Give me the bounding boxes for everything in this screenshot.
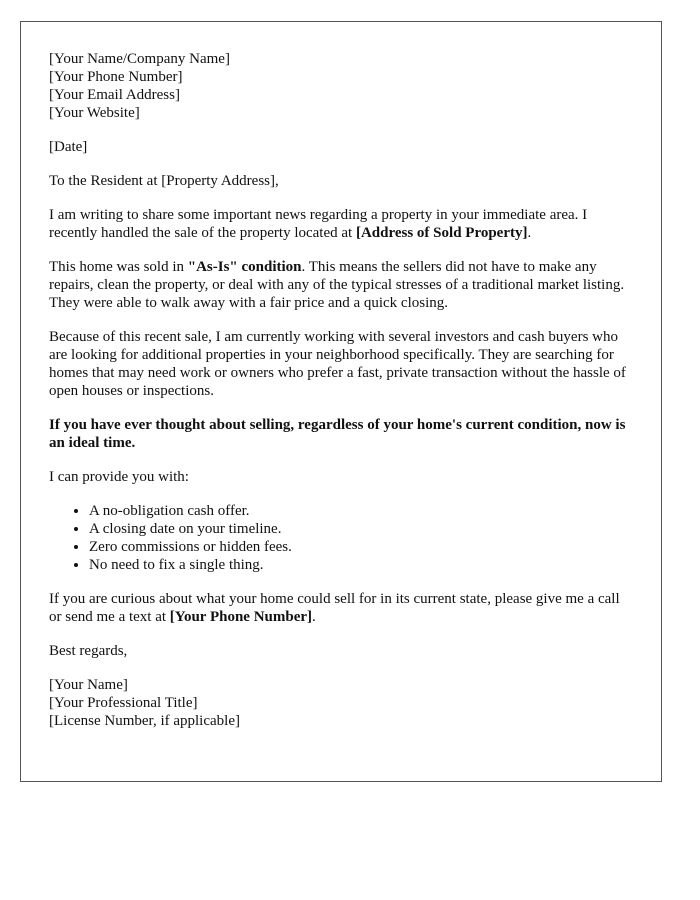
signature-license: [License Number, if applicable] <box>49 713 240 729</box>
closing: Best regards, <box>49 643 128 659</box>
paragraph-provide: I can provide you with: <box>49 469 189 485</box>
paragraph-call-to-action <box>49 416 633 452</box>
paragraph-contact <box>49 590 633 626</box>
paragraph-intro-text: I am writing to share some important news regarding a property in your immediate area. I recently handled the sale of the property located at <box>49 207 588 241</box>
sender-block <box>49 50 633 122</box>
paragraph-buyers: Because of this recent sale, I am currently working with several investors and cash buyers who are looking for additional properties in your neighborhood specifically. They are searching for homes that may need work or owners who prefer a fast, private transaction without the hassle of open houses or inspections. <box>49 329 626 399</box>
benefits-list <box>49 502 633 574</box>
sender-email: [Your Email Address] <box>49 87 180 103</box>
contact-phone-number: [Your Phone Number] <box>169 609 313 625</box>
call-to-action-text: If you have ever thought about selling, regardless of your home's current condition, now is an ideal time. <box>49 417 626 451</box>
letter-date: [Date] <box>49 139 88 155</box>
paragraph-as-is-before: This home was sold in <box>49 259 188 275</box>
paragraph-intro-end: . <box>527 225 532 241</box>
as-is-condition: "As-Is" condition <box>187 259 302 275</box>
signature-title: [Your Professional Title] <box>49 695 198 711</box>
paragraph-contact-text: If you are curious about what your home could sell for in its current state, please give me a call or send me a text at <box>49 591 620 625</box>
letter-page <box>20 21 662 782</box>
list-item: • No need to fix a single thing. <box>89 556 633 574</box>
list-item: • Zero commissions or hidden fees. <box>89 538 633 556</box>
sender-name-company: [Your Name/Company Name] <box>49 51 230 67</box>
sender-website: [Your Website] <box>49 105 140 121</box>
salutation: To the Resident at [Property Address], <box>49 173 279 189</box>
signature-name: [Your Name] <box>49 677 128 693</box>
paragraph-as-is-after: . This means the sellers did not have to make any repairs, clean the property, or deal with any of the typical stresses of a traditional market listing. They were able to walk away with a fair price and a quick closing. <box>49 259 625 311</box>
paragraph-contact-end: . <box>312 609 316 625</box>
list-item: • A closing date on your timeline. <box>89 520 633 538</box>
paragraph-as-is <box>49 258 633 312</box>
list-item: • A no-obligation cash offer. <box>89 502 633 520</box>
signature-block <box>49 676 633 730</box>
sender-phone: [Your Phone Number] <box>49 69 183 85</box>
sold-property-address: [Address of Sold Property] <box>355 225 528 241</box>
paragraph-intro <box>49 206 633 242</box>
